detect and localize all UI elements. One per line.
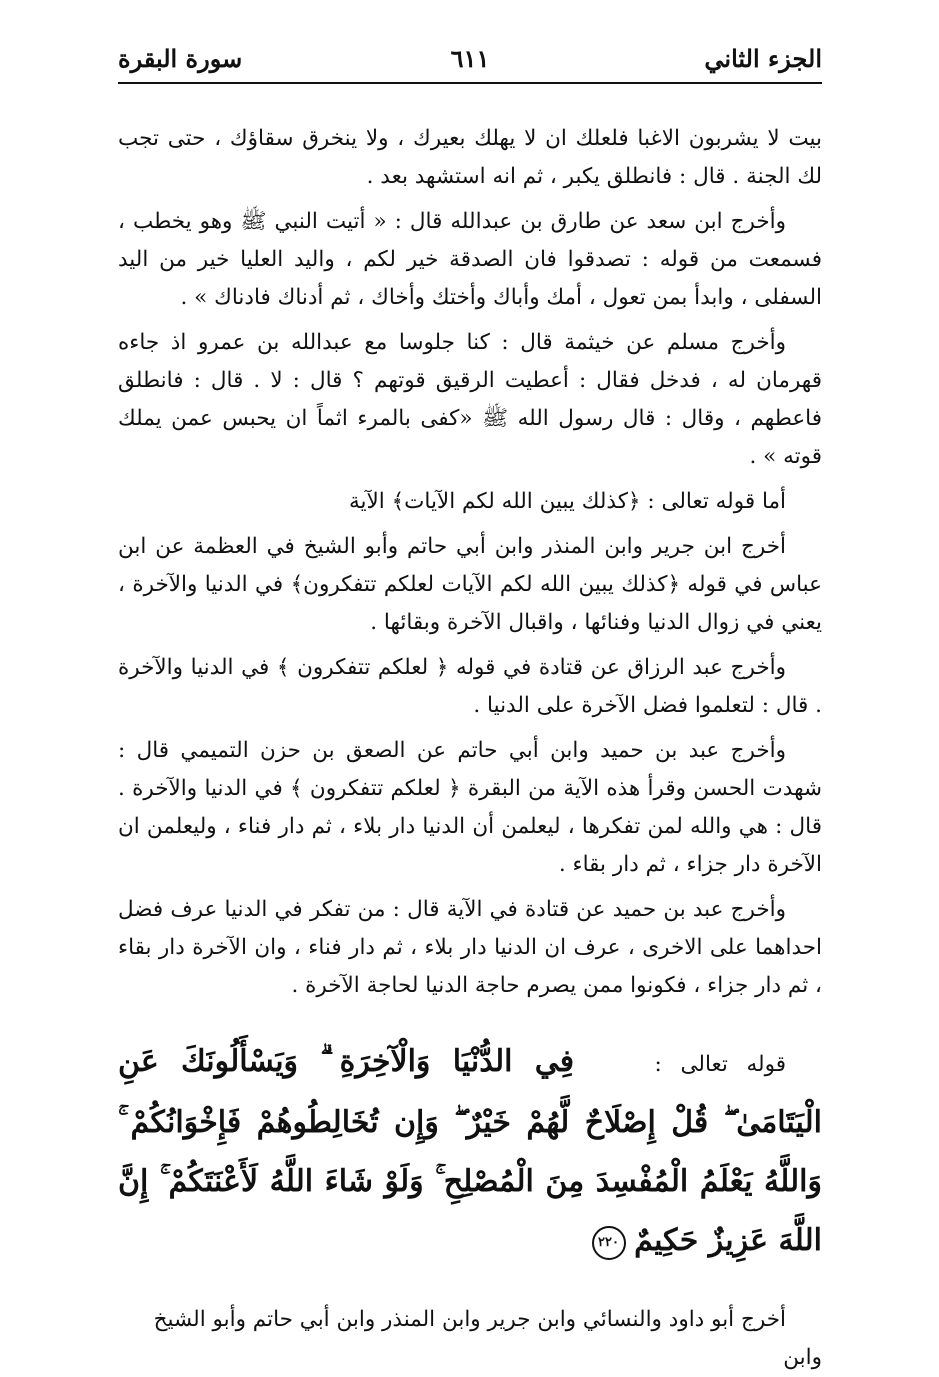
quran-verse: فِي الدُّنْيَا وَالْآخِرَةِ ۗ وَيَسْأَلُونَكَ عَنِ الْيَتَامَىٰ ۖ قُلْ إِصْلَاحٌ لَّهُمْ خَيْرٌ ۖ وَإِن تُخَالِطُوهُمْ فَإِخْوَانُكُمْ ۚ وَاللَّهُ يَعْلَمُ الْمُفْسِدَ مِنَ الْمُصْلِحِ ۚ وَلَوْ شَاءَ اللَّهُ لَأَعْنَتَكُمْ ۚ إِنَّ اللَّهَ عَزِيزٌ حَكِيمٌ <box>118 1044 822 1258</box>
paragraph-1: بيت لا يشربون الاغبا فلعلك ان لا يهلك بعيرك ، ولا ينخرق سقاؤك ، حتى تجب لك الجنة . قال : فانطلق يكبر ، ثم انه استشهد بعد . <box>118 126 822 189</box>
quran-verse-block <box>118 1033 822 1271</box>
paragraph-2: وأخرج ابن سعد عن طارق بن عبدالله قال : « أتيت النبي ﷺ وهو يخطب ، فسمعت من قوله : تصدقوا فان الصدقة خير لكم ، واليد العليا خير من اليد السفلى ، وابدأ بمن تعول ، أمك وأباك وأختك وأخاك ، ثم أدناك فادناك » . <box>118 209 822 310</box>
paragraph-4: أما قوله تعالى : ﴿كذلك يبين الله لكم الآيات﴾ الآية <box>348 489 786 514</box>
last-paragraph <box>118 1301 822 1377</box>
body-text <box>118 120 822 1005</box>
page <box>118 38 822 1377</box>
paragraph-6: وأخرج عبد الرزاق عن قتادة في قوله ﴿ لعلكم تتفكرون ﴾ في الدنيا والآخرة . قال : لتعلموا فضل الآخرة على الدنيا . <box>118 655 822 718</box>
ayah-number-icon: ٢٢٠ <box>592 1226 626 1260</box>
paragraph-8: وأخرج عبد بن حميد عن قتادة في الآية قال : من تفكر في الدنيا عرف فضل احداهما على الاخرى ، عرف ان الدنيا دار بلاء ، ثم دار فناء ، وان الآخرة دار بقاء ، ثم دار جزاء ، فكونوا ممن يصرم حاجة الدنيا لحاجة الآخرة . <box>118 897 822 998</box>
paragraph-5: أخرج ابن جرير وابن المنذر وابن أبي حاتم وأبو الشيخ في العظمة عن ابن عباس في قوله ﴿كذلك يبين الله لكم الآيات لعلكم تتفكرون﴾ في الدنيا والآخرة ، يعني في زوال الدنيا وفنائها ، واقبال الآخرة وبقائها . <box>118 534 822 635</box>
last-line-text: أخرج أبو داود والنسائي وابن جرير وابن المنذر وابن أبي حاتم وأبو الشيخ وابن <box>153 1307 822 1370</box>
paragraph-3: وأخرج مسلم عن خيثمة قال : كنا جلوسا مع عبدالله بن عمرو اذ جاءه قهرمان له ، فدخل فقال : أعطيت الرقيق قوتهم ؟ قال : لا . قال : فانطلق فاعطهم ، وقال : قال رسول الله ﷺ «كفى بالمرء اثماً ان يحبس عمن يملك قوته » . <box>118 330 822 469</box>
verse-label: قوله تعالى : <box>654 1052 786 1077</box>
paragraph-7: وأخرج عبد بن حميد وابن أبي حاتم عن الصعق بن حزن التميمي قال : شهدت الحسن وقرأ هذه الآية من البقرة ﴿ لعلكم تتفكرون ﴾ في الدنيا والآخرة . قال : هي والله لمن تفكرها ، ليعلمن أن الدنيا دار بلاء ، ثم دار فناء ، وليعلمن ان الآخرة دار جزاء ، ثم دار بقاء . <box>118 738 822 877</box>
part-title: الجزء الثاني <box>704 44 822 73</box>
page-header <box>118 38 822 84</box>
surah-title: سورة البقرة <box>118 44 243 73</box>
page-number: ٦١١ <box>450 44 490 73</box>
